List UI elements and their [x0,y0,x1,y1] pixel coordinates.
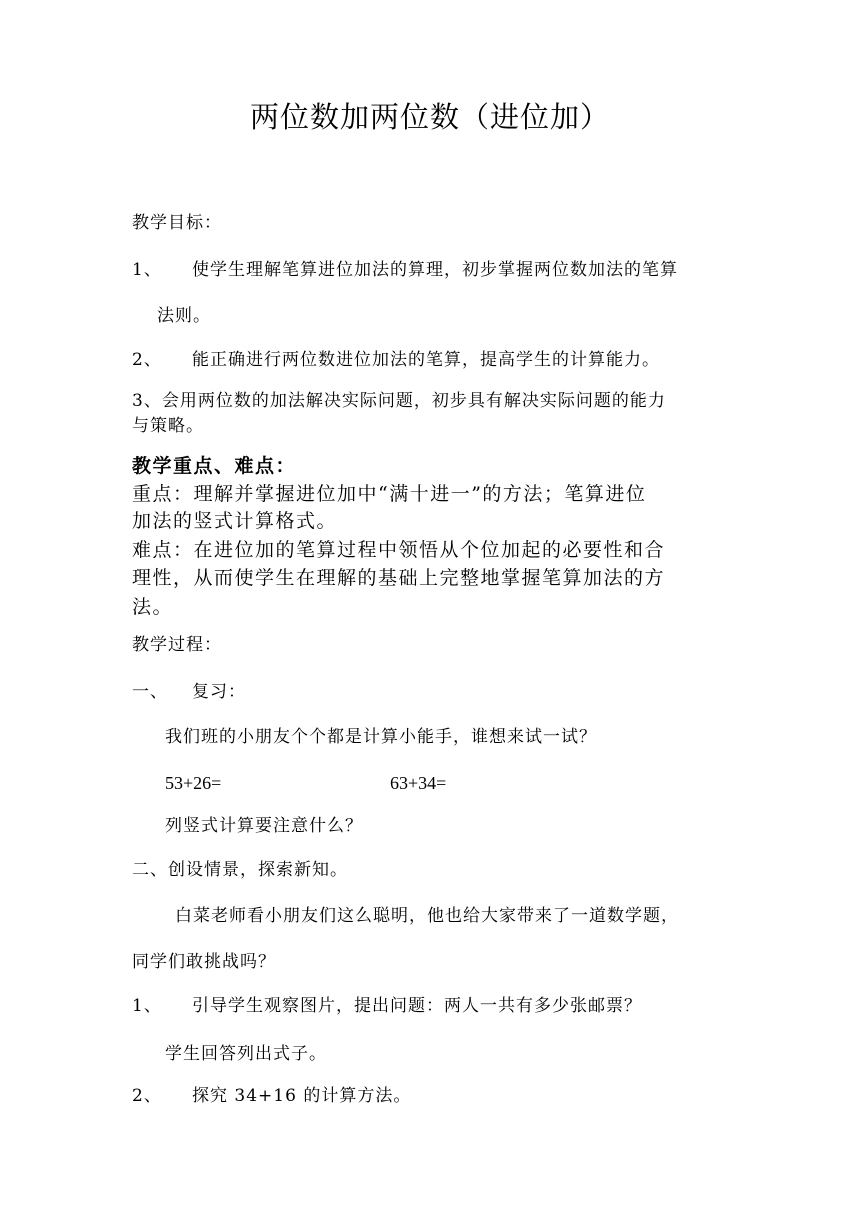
objective-1-line2: 法则。 [157,306,211,326]
step-1-answer: 学生回答列出式子。 [165,1044,327,1064]
step-1-number: 1、 [132,996,162,1016]
document-title: 两位数加两位数（进位加） [250,100,611,134]
focus-line1: 重点：理解并掌握进位加中“满十进一”的方法；笔算进位 [132,483,647,505]
section-2-title: 二、创设情景，探索新知。 [132,860,348,880]
story-line1: 白菜老师看小朋友们这么聪明，他也给大家带来了一道数学题， [175,906,679,926]
objective-2-text: 能正确进行两位数进位加法的笔算，提高学生的计算能力。 [192,350,660,370]
step-2-number: 2、 [132,1086,162,1106]
objective-3-line1: 3、会用两位数的加法解决实际问题，初步具有解决实际问题的能力 [132,391,666,411]
objective-1-number: 1、 [132,260,162,280]
process-heading: 教学过程： [132,635,222,655]
objective-2-number: 2、 [132,350,162,370]
review-question: 列竖式计算要注意什么？ [165,816,363,836]
section-1-number: 一、 [132,682,168,702]
step-1-text: 引导学生观察图片，提出问题：两人一共有多少张邮票？ [192,996,642,1016]
review-expression-2: 63+34= [390,773,447,793]
difficulty-line1: 难点：在进位加的笔算过程中领悟从个位加起的必要性和合 [132,539,666,561]
objective-1-line1: 使学生理解笔算进位加法的算理，初步掌握两位数加法的笔算 [192,260,678,280]
review-prompt: 我们班的小朋友个个都是计算小能手，谁想来试一试？ [165,727,597,747]
story-line2: 同学们敢挑战吗？ [132,952,276,972]
section-1-title: 复习： [192,682,246,702]
difficulty-line2: 理性，从而使学生在理解的基础上完整地掌握笔算加法的方 [132,567,666,589]
step-2-text: 探究 34+16 的计算方法。 [192,1086,412,1106]
objective-3-line2: 与策略。 [132,416,204,436]
focus-line2: 加法的竖式计算格式。 [132,510,338,532]
difficulty-line3: 法。 [132,596,174,618]
review-expression-1: 53+26= [165,773,222,793]
keypoints-heading: 教学重点、难点： [132,455,297,477]
objectives-heading: 教学目标： [132,213,222,233]
